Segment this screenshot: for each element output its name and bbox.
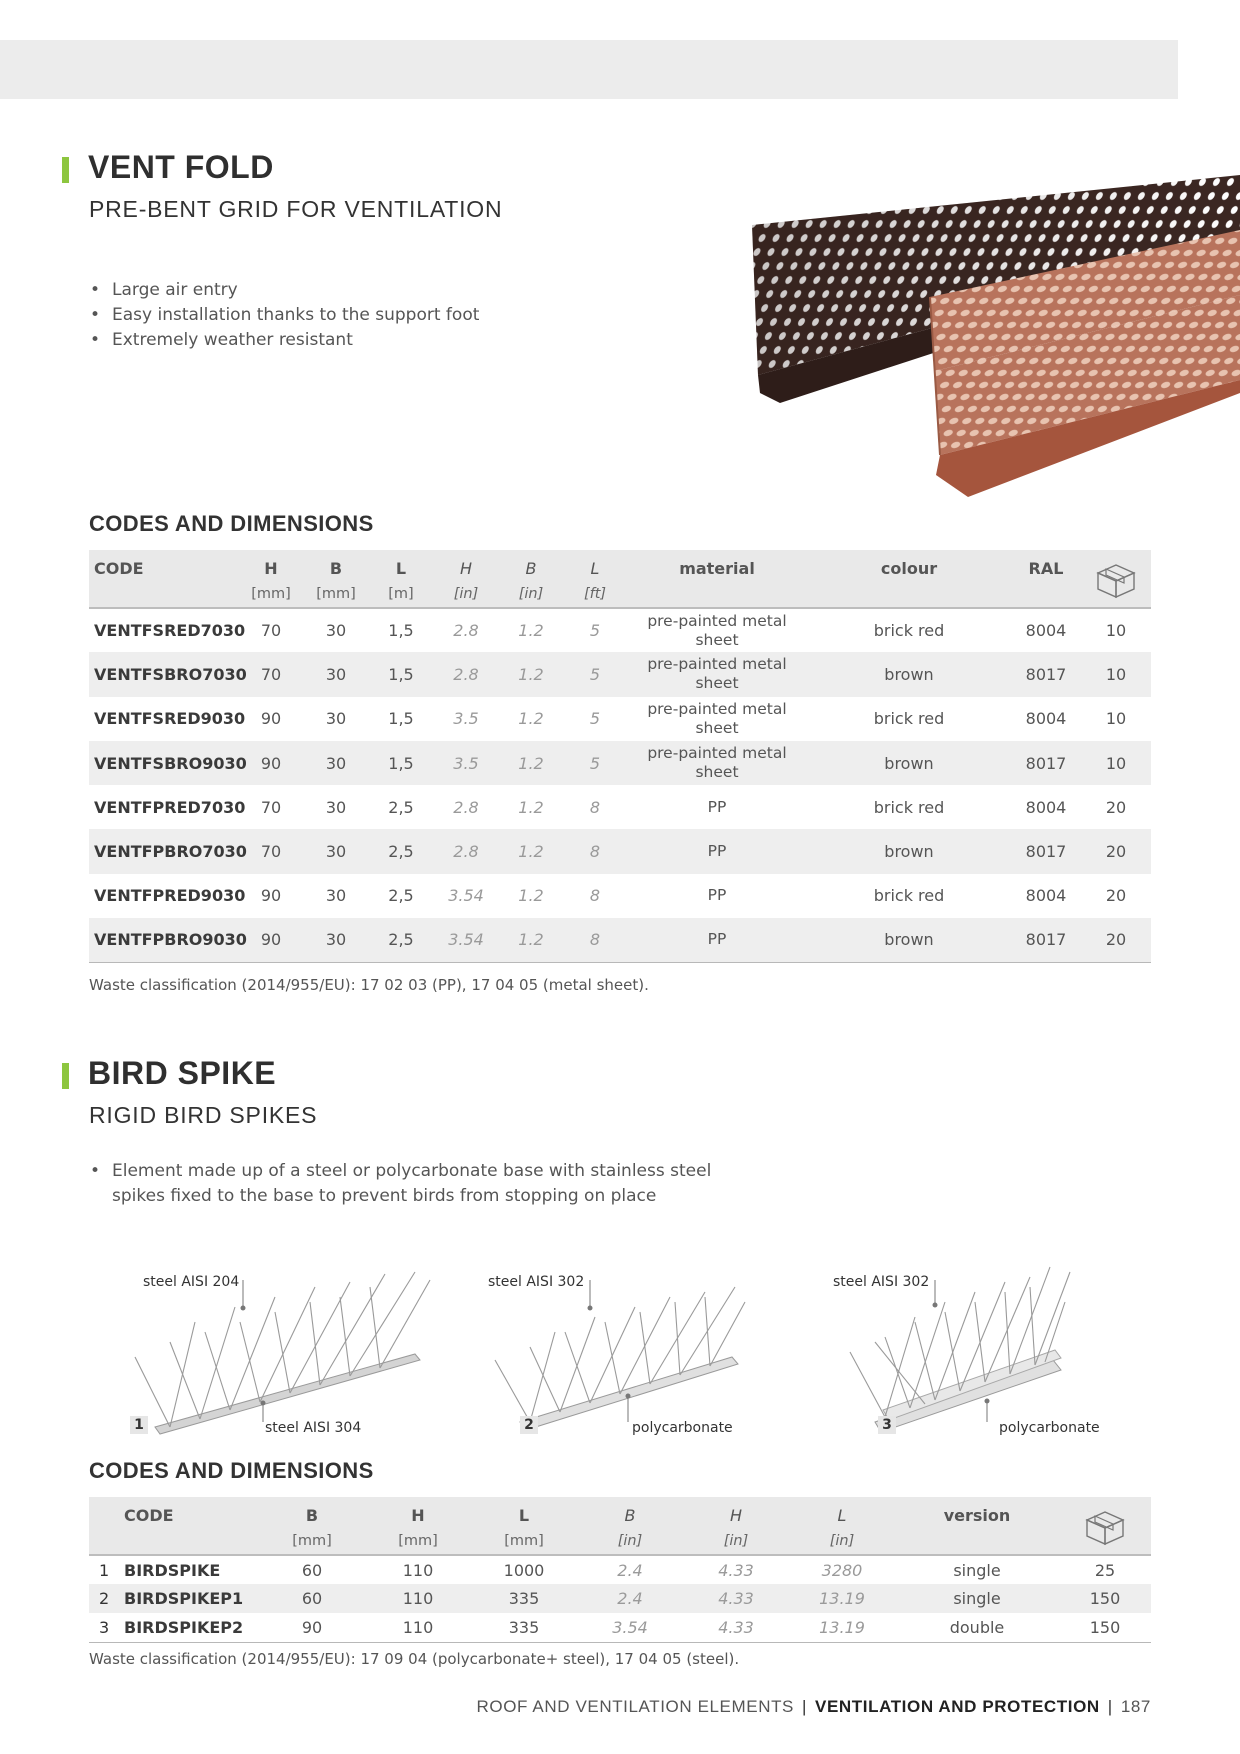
unit-cell: [in] bbox=[577, 1527, 683, 1555]
header-version: version bbox=[895, 1497, 1059, 1527]
cell-b-mm: 90 bbox=[259, 1613, 365, 1642]
cell-l-mm: 335 bbox=[471, 1613, 577, 1642]
cell-b-mm: 30 bbox=[303, 652, 369, 696]
cell-h-mm: 90 bbox=[239, 741, 303, 785]
header-colour: colour bbox=[807, 550, 1011, 580]
table-row bbox=[89, 874, 1151, 918]
material-line: pre-painted metal bbox=[647, 611, 787, 630]
cell-material bbox=[627, 874, 807, 918]
spike-top-label: steel AISI 204 bbox=[143, 1274, 240, 1290]
cell-l-ft: 5 bbox=[589, 709, 601, 729]
cell-l-mm: 1000 bbox=[503, 1560, 545, 1580]
vent-fold-table bbox=[89, 550, 1151, 963]
material-line: PP bbox=[707, 842, 727, 861]
cell-ral: 8017 bbox=[1011, 829, 1081, 873]
cell-l-ft: 8 bbox=[563, 829, 627, 873]
row-number: 2 bbox=[89, 1584, 119, 1613]
cell-b-in: 2.4 bbox=[577, 1584, 683, 1613]
cell-l-ft: 8 bbox=[589, 886, 601, 906]
cell-pieces: 10 bbox=[1105, 709, 1127, 729]
codes-heading: CODES AND DIMENSIONS bbox=[89, 1458, 374, 1483]
cell-material bbox=[627, 785, 807, 829]
cell-colour: brown bbox=[807, 652, 1011, 696]
cell-b-mm: 60 bbox=[301, 1560, 323, 1580]
cell-h-in: 3.5 bbox=[433, 741, 499, 785]
cell-h-mm: 90 bbox=[260, 886, 282, 906]
cell-colour: brown bbox=[807, 829, 1011, 873]
material-line: pre-painted metal bbox=[647, 655, 787, 674]
unit-cell bbox=[895, 1527, 1059, 1555]
feature-item: • Easy installation thanks to the support foot bbox=[90, 303, 479, 328]
row-code: VENTFSRED7030 bbox=[94, 621, 246, 641]
cell-h-in: 2.8 bbox=[433, 652, 499, 696]
material-line: pre-painted metal bbox=[647, 699, 787, 718]
row-code: VENTFPRED7030 bbox=[94, 797, 246, 817]
material-line: sheet bbox=[695, 763, 739, 782]
cell-h-in: 2.8 bbox=[453, 797, 479, 817]
cell-ral: 8017 bbox=[1011, 652, 1081, 696]
cell-b-mm: 30 bbox=[303, 918, 369, 962]
cell-pieces: 10 bbox=[1081, 652, 1151, 696]
cell-material bbox=[627, 741, 807, 785]
material-line: sheet bbox=[695, 718, 739, 737]
page-footer bbox=[477, 1697, 1151, 1717]
cell-b-mm: 30 bbox=[325, 886, 347, 906]
cell-h-in: 3.54 bbox=[448, 886, 484, 906]
footer-section: ROOF AND VENTILATION ELEMENTS bbox=[476, 1697, 794, 1716]
cell-b-in: 3.54 bbox=[577, 1613, 683, 1642]
header-b-in: B bbox=[577, 1497, 683, 1527]
unit-cell bbox=[119, 1527, 259, 1555]
header-h-in: H bbox=[433, 550, 499, 580]
cell-l-in: 13.19 bbox=[789, 1613, 895, 1642]
cell-l-m: 2,5 bbox=[369, 829, 433, 873]
unit-cell bbox=[807, 580, 1011, 608]
table-row bbox=[89, 608, 1151, 652]
cell-ral: 8004 bbox=[1025, 886, 1067, 906]
cell-l-m: 1,5 bbox=[388, 621, 414, 641]
cell-material bbox=[627, 697, 807, 741]
spike-bottom-label: polycarbonate bbox=[999, 1420, 1100, 1436]
cell-b-mm: 30 bbox=[325, 709, 347, 729]
cell-material bbox=[627, 652, 807, 696]
cell-l-ft: 8 bbox=[563, 918, 627, 962]
cell-l-ft: 5 bbox=[563, 652, 627, 696]
feature-line: spikes fixed to the base to prevent birds from stopping on place bbox=[112, 1186, 657, 1206]
cell-material bbox=[627, 608, 807, 652]
cell-l-m: 1,5 bbox=[388, 709, 414, 729]
unit-cell: [mm] bbox=[365, 1527, 471, 1555]
cell-l-m: 2,5 bbox=[388, 797, 414, 817]
cell-pieces: 20 bbox=[1105, 886, 1127, 906]
row-code: VENTFPBRO7030 bbox=[89, 829, 239, 873]
header-ral: RAL bbox=[1011, 550, 1081, 580]
material-line: sheet bbox=[695, 630, 739, 649]
cell-version: single bbox=[953, 1560, 1001, 1580]
header-h-mm: H bbox=[239, 550, 303, 580]
codes-heading: CODES AND DIMENSIONS bbox=[89, 511, 374, 536]
cell-h-in: 4.33 bbox=[683, 1584, 789, 1613]
vent-fold-features bbox=[90, 278, 479, 353]
cell-b-in: 1.2 bbox=[499, 652, 563, 696]
bird-spike-table bbox=[89, 1497, 1151, 1643]
bird-spike-title: BIRD SPIKE bbox=[88, 1055, 277, 1091]
cell-l-ft: 8 bbox=[589, 797, 601, 817]
cell-h-mm: 110 bbox=[365, 1584, 471, 1613]
header-code: CODE bbox=[89, 550, 239, 580]
header-l-in: L bbox=[789, 1497, 895, 1527]
header-b-mm: B bbox=[303, 550, 369, 580]
vent-fold-waste-note: Waste classification (2014/955/EU): 17 02 03 (PP), 17 04 05 (metal sheet). bbox=[89, 976, 649, 994]
cell-h-in: 2.8 bbox=[453, 621, 479, 641]
table-row bbox=[89, 829, 1151, 873]
spike-bottom-label: polycarbonate bbox=[632, 1420, 733, 1436]
footer-separator: | bbox=[1107, 1697, 1113, 1716]
cell-material bbox=[627, 829, 807, 873]
cell-b-mm: 60 bbox=[259, 1584, 365, 1613]
spike-figure-3 bbox=[815, 1262, 1135, 1437]
table-row bbox=[89, 741, 1151, 785]
vent-fold-subtitle: PRE-BENT GRID FOR VENTILATION bbox=[89, 196, 503, 222]
cell-colour: brick red bbox=[873, 621, 945, 641]
header-b-mm: B bbox=[259, 1497, 365, 1527]
vent-fold-product-image bbox=[750, 175, 1240, 505]
cell-version: double bbox=[895, 1613, 1059, 1642]
cell-l-m: 1,5 bbox=[369, 741, 433, 785]
bird-spike-features bbox=[90, 1159, 711, 1209]
cell-l-ft: 5 bbox=[563, 741, 627, 785]
spike-top-label: steel AISI 302 bbox=[833, 1274, 930, 1290]
unit-cell: [mm] bbox=[471, 1527, 577, 1555]
cell-ral: 8017 bbox=[1011, 918, 1081, 962]
cell-colour: brown bbox=[807, 918, 1011, 962]
page-number: 187 bbox=[1120, 1697, 1151, 1716]
row-code: VENTFSBRO9030 bbox=[89, 741, 239, 785]
cell-h-mm: 110 bbox=[402, 1560, 434, 1580]
cell-h-mm: 70 bbox=[260, 797, 282, 817]
unit-cell bbox=[627, 580, 807, 608]
cell-h-mm: 110 bbox=[365, 1613, 471, 1642]
box-pieces-icon bbox=[1083, 1508, 1127, 1546]
cell-l-m: 1,5 bbox=[369, 652, 433, 696]
cell-ral: 8004 bbox=[1025, 709, 1067, 729]
header-l-ft: L bbox=[563, 550, 627, 580]
material-line: pre-painted metal bbox=[647, 744, 787, 763]
row-code: VENTFSRED9030 bbox=[94, 709, 246, 729]
cell-colour: brick red bbox=[873, 797, 945, 817]
cell-colour: brown bbox=[807, 741, 1011, 785]
header-code: CODE bbox=[119, 1497, 259, 1527]
unit-cell: [in] bbox=[683, 1527, 789, 1555]
cell-h-mm: 90 bbox=[239, 918, 303, 962]
unit-cell: [in] bbox=[433, 580, 499, 608]
cell-h-mm: 70 bbox=[239, 829, 303, 873]
section-accent-bar bbox=[62, 157, 69, 183]
cell-ral: 8004 bbox=[1025, 621, 1067, 641]
unit-cell bbox=[1011, 580, 1081, 608]
cell-h-mm: 90 bbox=[260, 709, 282, 729]
cell-l-mm: 335 bbox=[471, 1584, 577, 1613]
unit-cell: [mm] bbox=[303, 580, 369, 608]
cell-pieces: 20 bbox=[1081, 829, 1151, 873]
material-line: PP bbox=[707, 886, 727, 905]
header-h-mm: H bbox=[365, 1497, 471, 1527]
box-pieces-icon bbox=[1094, 561, 1138, 599]
bird-spike-waste-note: Waste classification (2014/955/EU): 17 09 04 (polycarbonate+ steel), 17 04 05 (steel). bbox=[89, 1650, 740, 1668]
cell-pieces: 20 bbox=[1081, 918, 1151, 962]
cell-b-mm: 30 bbox=[325, 621, 347, 641]
header-h-in: H bbox=[683, 1497, 789, 1527]
header-pieces bbox=[1081, 550, 1151, 608]
material-line: sheet bbox=[695, 674, 739, 693]
unit-cell: [mm] bbox=[259, 1527, 365, 1555]
table-row bbox=[89, 1613, 1151, 1642]
feature-item bbox=[90, 1159, 711, 1209]
cell-pieces: 25 bbox=[1094, 1560, 1116, 1580]
top-band bbox=[0, 40, 1178, 99]
footer-chapter: VENTILATION AND PROTECTION bbox=[815, 1697, 1100, 1716]
material-line: PP bbox=[707, 797, 727, 816]
cell-l-ft: 5 bbox=[589, 621, 601, 641]
cell-b-mm: 30 bbox=[325, 797, 347, 817]
header-pieces bbox=[1059, 1497, 1151, 1555]
vent-fold-title: VENT FOLD bbox=[88, 149, 274, 185]
table-row bbox=[89, 652, 1151, 696]
cell-version: single bbox=[895, 1584, 1059, 1613]
row-number: 3 bbox=[89, 1613, 119, 1642]
unit-cell: [mm] bbox=[239, 580, 303, 608]
cell-b-mm: 30 bbox=[303, 741, 369, 785]
cell-ral: 8004 bbox=[1025, 797, 1067, 817]
cell-pieces: 10 bbox=[1081, 741, 1151, 785]
header-b-in: B bbox=[499, 550, 563, 580]
unit-cell: [in] bbox=[789, 1527, 895, 1555]
cell-h-in: 3.54 bbox=[433, 918, 499, 962]
cell-b-mm: 30 bbox=[303, 829, 369, 873]
table-row bbox=[89, 1555, 1151, 1584]
cell-l-in: 13.19 bbox=[789, 1584, 895, 1613]
spike-number-badge: 2 bbox=[520, 1416, 538, 1434]
spike-number-badge: 1 bbox=[130, 1416, 148, 1434]
cell-h-in: 3.5 bbox=[453, 709, 479, 729]
cell-colour: brick red bbox=[873, 709, 945, 729]
row-code: VENTFPRED9030 bbox=[94, 886, 246, 906]
cell-pieces: 10 bbox=[1105, 621, 1127, 641]
cell-b-in: 1.2 bbox=[518, 709, 544, 729]
spike-bottom-label: steel AISI 304 bbox=[265, 1420, 362, 1436]
section-accent-bar bbox=[62, 1063, 69, 1089]
cell-colour: brick red bbox=[873, 886, 945, 906]
footer-separator: | bbox=[802, 1697, 808, 1716]
row-code: VENTFSBRO7030 bbox=[89, 652, 239, 696]
cell-b-in: 1.2 bbox=[499, 829, 563, 873]
cell-h-in: 2.8 bbox=[433, 829, 499, 873]
bird-spike-subtitle: RIGID BIRD SPIKES bbox=[89, 1102, 318, 1128]
header-material: material bbox=[627, 550, 807, 580]
feature-line: Element made up of a steel or polycarbonate base with stainless steel bbox=[112, 1161, 712, 1181]
cell-material bbox=[627, 918, 807, 962]
unit-cell: [in] bbox=[499, 580, 563, 608]
spike-top-label: steel AISI 302 bbox=[488, 1274, 585, 1290]
row-code: VENTFPBRO9030 bbox=[89, 918, 239, 962]
table-row bbox=[89, 697, 1151, 741]
header-l-m: L bbox=[369, 550, 433, 580]
cell-h-in: 4.33 bbox=[683, 1613, 789, 1642]
unit-cell bbox=[89, 580, 239, 608]
cell-b-in: 2.4 bbox=[617, 1560, 643, 1580]
unit-cell bbox=[89, 1527, 119, 1555]
cell-l-in: 3280 bbox=[821, 1560, 863, 1580]
header-l-mm: L bbox=[471, 1497, 577, 1527]
spike-number-badge: 3 bbox=[878, 1416, 896, 1434]
cell-l-m: 2,5 bbox=[369, 918, 433, 962]
cell-h-in: 4.33 bbox=[718, 1560, 754, 1580]
cell-pieces: 20 bbox=[1105, 797, 1127, 817]
unit-cell: [ft] bbox=[563, 580, 627, 608]
cell-pieces: 150 bbox=[1059, 1584, 1151, 1613]
cell-h-mm: 70 bbox=[260, 621, 282, 641]
unit-cell: [m] bbox=[369, 580, 433, 608]
table-row bbox=[89, 1584, 1151, 1613]
cell-b-in: 1.2 bbox=[518, 886, 544, 906]
cell-b-in: 1.2 bbox=[518, 621, 544, 641]
feature-item: • Large air entry bbox=[90, 278, 479, 303]
header-num bbox=[89, 1497, 119, 1527]
cell-ral: 8017 bbox=[1011, 741, 1081, 785]
cell-pieces: 150 bbox=[1059, 1613, 1151, 1642]
row-code: BIRDSPIKEP2 bbox=[119, 1613, 259, 1642]
material-line: PP bbox=[707, 930, 727, 949]
spike-figure-1 bbox=[125, 1262, 445, 1437]
feature-item: • Extremely weather resistant bbox=[90, 328, 479, 353]
table-row bbox=[89, 785, 1151, 829]
spike-figure-2 bbox=[470, 1262, 790, 1437]
cell-l-m: 2,5 bbox=[388, 886, 414, 906]
row-code: BIRDSPIKE bbox=[124, 1560, 221, 1580]
table-row bbox=[89, 918, 1151, 962]
cell-b-in: 1.2 bbox=[518, 797, 544, 817]
row-number: 1 bbox=[99, 1560, 110, 1580]
row-code: BIRDSPIKEP1 bbox=[119, 1584, 259, 1613]
cell-b-in: 1.2 bbox=[499, 741, 563, 785]
cell-h-mm: 70 bbox=[239, 652, 303, 696]
cell-b-in: 1.2 bbox=[499, 918, 563, 962]
